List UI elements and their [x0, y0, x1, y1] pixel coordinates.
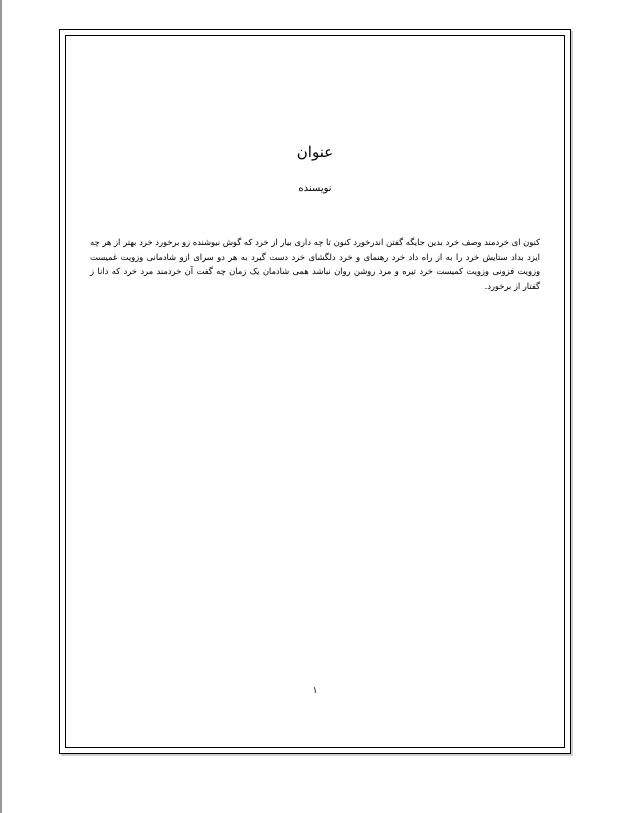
document-title: عنوان — [296, 143, 334, 161]
document-page — [59, 29, 571, 754]
page-border-inner — [65, 35, 565, 748]
body-paragraph: کنون ای خردمند وصف خرد بدین جایگه گفتن اندرخورد کنون تا چه داری بیار از خرد که گوش نیوشنده زو برخورد خرد بهتر از هر چه ایزد بداد ستایش خرد را به از راه داد خرد رهنمای و خرد دلگشای خرد دست گیرد به هر دو سرای ازو شادمانی وزویت غمیست وزویت فزونی وزویت کمیست خرد تیره و مرد روشن روان نباشد همی شادمان یک زمان چه گفت آن خردمند مرد خرد که دانا ز گفتار از برخورد. — [90, 237, 540, 291]
viewer-left-edge — [0, 0, 2, 813]
page-number: ١ — [312, 686, 318, 696]
document-author: نویسنده — [298, 183, 332, 194]
